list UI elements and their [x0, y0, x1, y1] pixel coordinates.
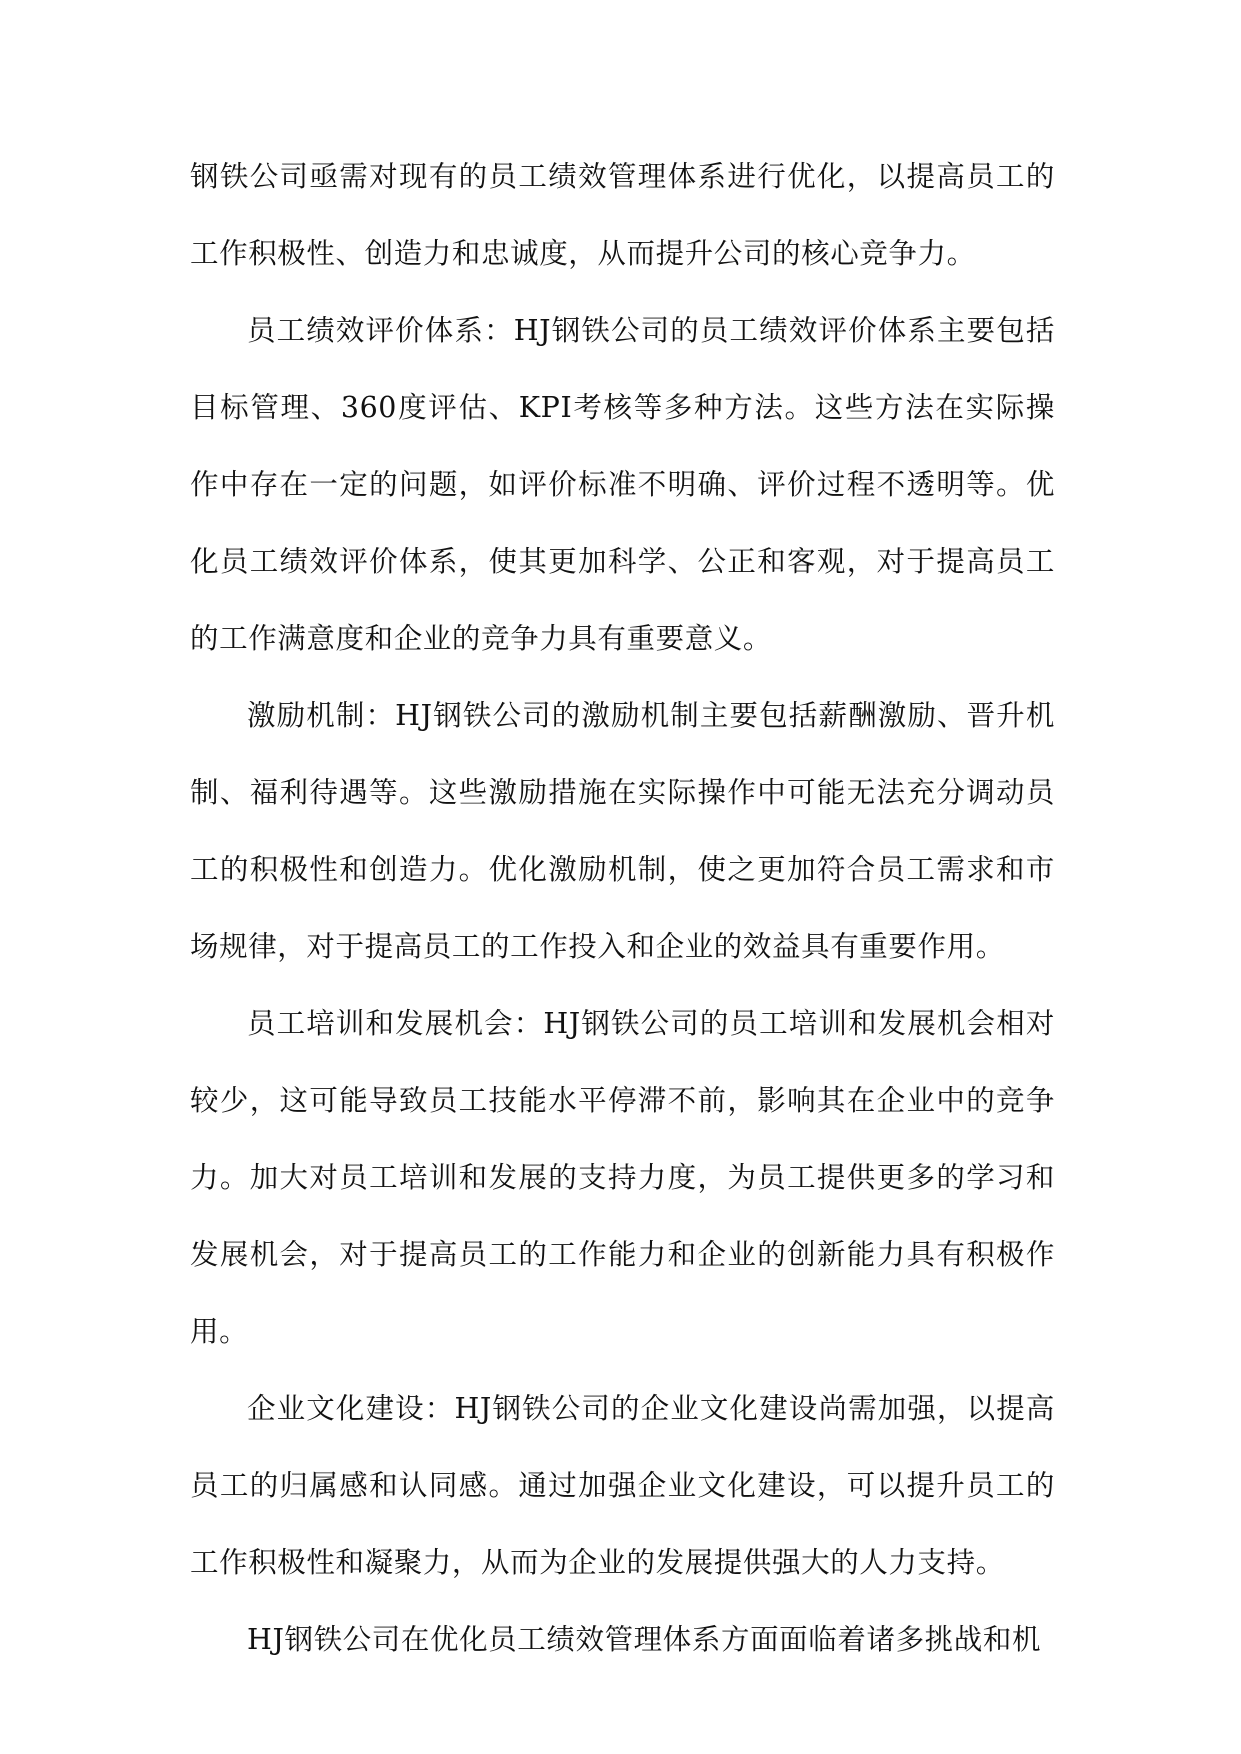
- document-body: [190, 138, 1055, 1678]
- paragraph-incentive-mechanism: 激励机制：HJ钢铁公司的激励机制主要包括薪酬激励、晋升机制、福利待遇等。这些激励措施在实际操作中可能无法充分调动员工的积极性和创造力。优化激励机制，使之更加符合员工需求和市场规律，对于提高员工的工作投入和企业的效益具有重要作用。: [190, 699, 1055, 963]
- paragraph-continuation: 钢铁公司亟需对现有的员工绩效管理体系进行优化，以提高员工的工作积极性、创造力和忠诚度，从而提升公司的核心竞争力。: [190, 160, 1055, 270]
- paragraph-corporate-culture: 企业文化建设：HJ钢铁公司的企业文化建设尚需加强，以提高员工的归属感和认同感。通过加强企业文化建设，可以提升员工的工作积极性和凝聚力，从而为企业的发展提供强大的人力支持。: [190, 1392, 1055, 1579]
- paragraph-performance-evaluation: 员工绩效评价体系：HJ钢铁公司的员工绩效评价体系主要包括目标管理、360度评估、KPI考核等多种方法。这些方法在实际操作中存在一定的问题，如评价标准不明确、评价过程不透明等。优化员工绩效评价体系，使其更加科学、公正和客观，对于提高员工的工作满意度和企业的竞争力具有重要意义。: [190, 314, 1055, 655]
- paragraph-conclusion-start: HJ钢铁公司在优化员工绩效管理体系方面面临着诸多挑战和机: [247, 1623, 1042, 1656]
- paragraph-training-development: 员工培训和发展机会：HJ钢铁公司的员工培训和发展机会相对较少，这可能导致员工技能水平停滞不前，影响其在企业中的竞争力。加大对员工培训和发展的支持力度，为员工提供更多的学习和发展机会，对于提高员工的工作能力和企业的创新能力具有积极作用。: [190, 1007, 1055, 1348]
